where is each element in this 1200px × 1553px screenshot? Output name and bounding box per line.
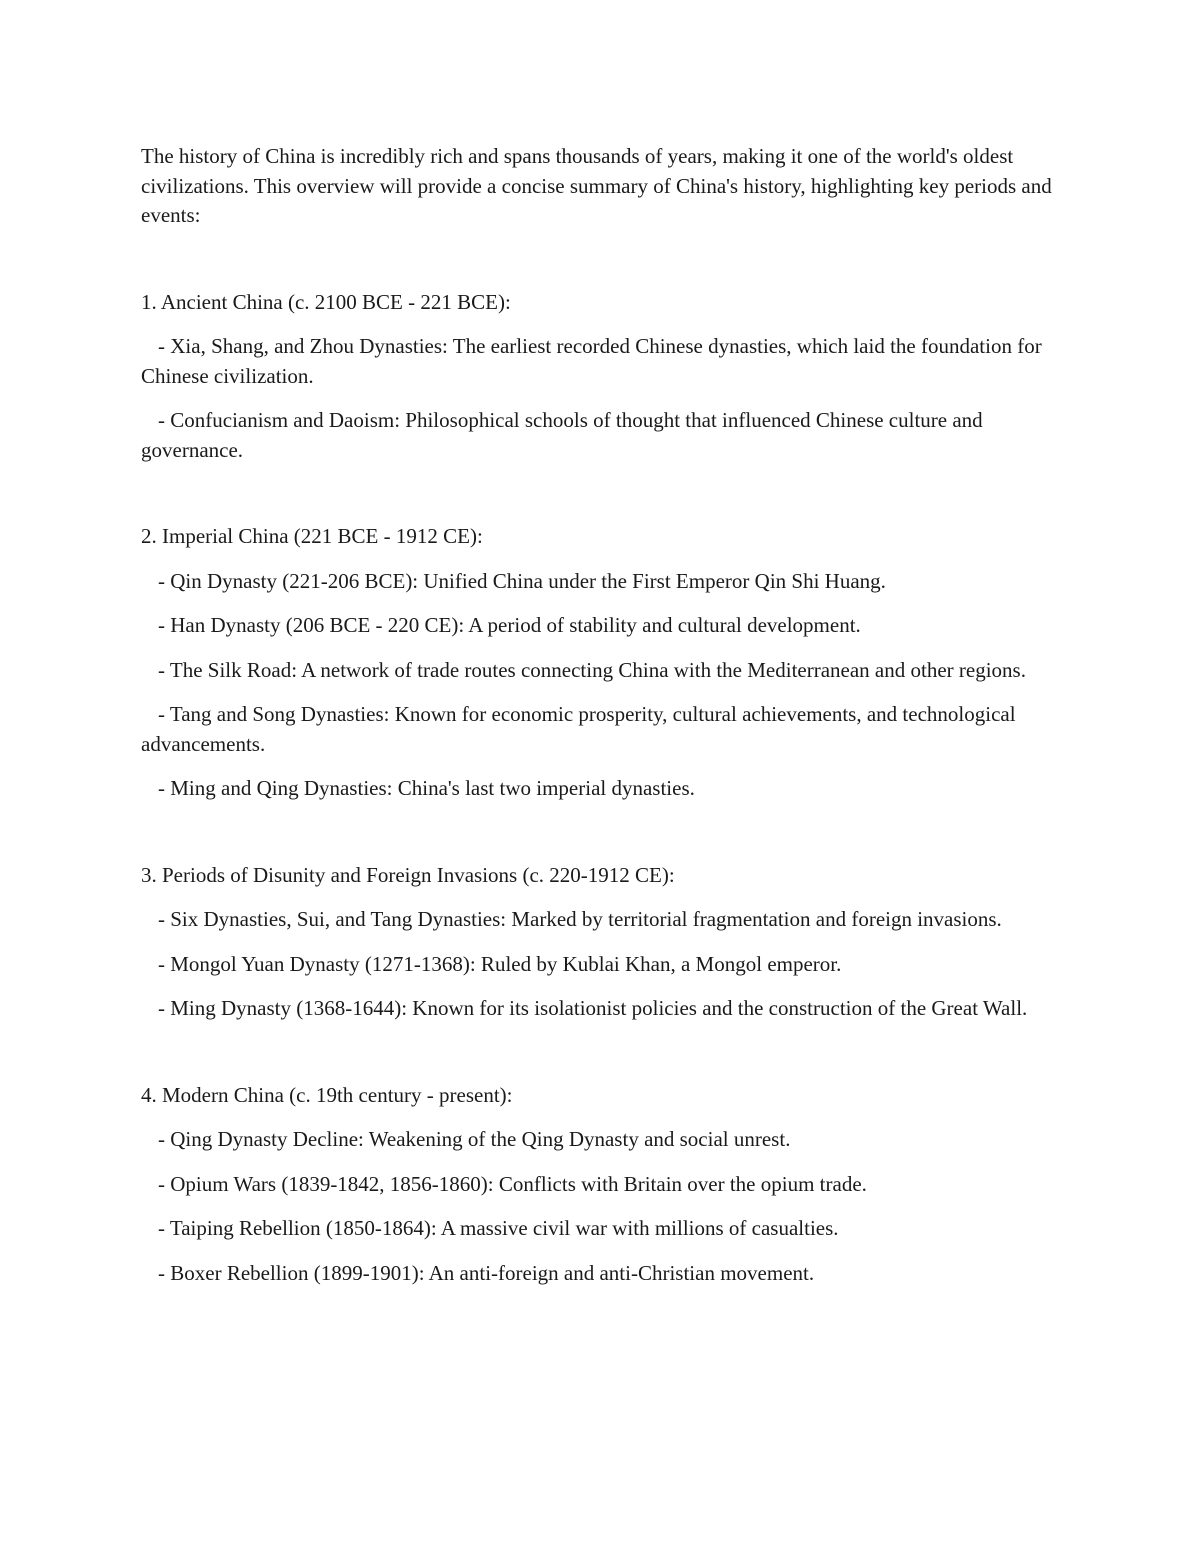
section-heading: 4. Modern China (c. 19th century - present): xyxy=(141,1082,513,1107)
intro-paragraph: The history of China is incredibly rich and spans thousands of years, making it one of the world's oldest civilizations. This overview will provide a concise summary of China's history, highlighting key periods and events: xyxy=(141,144,1052,227)
section-heading: 2. Imperial China (221 BCE - 1912 CE): xyxy=(141,524,483,548)
list-item: - Confucianism and Daoism: Philosophical schools of thought that influenced Chinese culture and governance. xyxy=(141,408,983,462)
section-disunity-invasions xyxy=(141,861,1066,1024)
list-item: - Mongol Yuan Dynasty (1271-1368): Ruled by Kublai Khan, a Mongol emperor. xyxy=(158,951,842,976)
list-item: - Ming and Qing Dynasties: China's last two imperial dynasties. xyxy=(158,776,695,800)
list-item: - Qin Dynasty (221-206 BCE): Unified China under the First Emperor Qin Shi Huang. xyxy=(158,568,886,593)
document-body xyxy=(141,142,1066,1288)
section-heading: 3. Periods of Disunity and Foreign Invasions (c. 220-1912 CE): xyxy=(141,862,675,887)
section-imperial-china xyxy=(141,522,1066,804)
list-item: - Tang and Song Dynasties: Known for economic prosperity, cultural achievements, and technological advancements. xyxy=(141,702,1016,756)
list-item: - Qing Dynasty Decline: Weakening of the Qing Dynasty and social unrest. xyxy=(158,1127,791,1151)
section-modern-china xyxy=(141,1081,1066,1289)
section-heading: 1. Ancient China (c. 2100 BCE - 221 BCE): xyxy=(141,289,511,314)
list-item: - Han Dynasty (206 BCE - 220 CE): A period of stability and cultural development. xyxy=(158,613,861,637)
list-item: - Ming Dynasty (1368-1644): Known for its isolationist policies and the construction of the Great Wall. xyxy=(158,996,1028,1020)
section-ancient-china xyxy=(141,288,1066,466)
list-item: - The Silk Road: A network of trade routes connecting China with the Mediterranean and other regions. xyxy=(158,657,1026,682)
list-item: - Xia, Shang, and Zhou Dynasties: The earliest recorded Chinese dynasties, which laid the foundation for Chinese civilization. xyxy=(141,334,1042,388)
list-item: - Taiping Rebellion (1850-1864): A massive civil war with millions of casualties. xyxy=(158,1216,839,1240)
list-item: - Opium Wars (1839-1842, 1856-1860): Conflicts with Britain over the opium trade. xyxy=(158,1171,867,1196)
list-item: - Boxer Rebellion (1899-1901): An anti-foreign and anti-Christian movement. xyxy=(158,1260,815,1285)
list-item: - Six Dynasties, Sui, and Tang Dynasties: Marked by territorial fragmentation and foreign invasions. xyxy=(158,907,1002,931)
